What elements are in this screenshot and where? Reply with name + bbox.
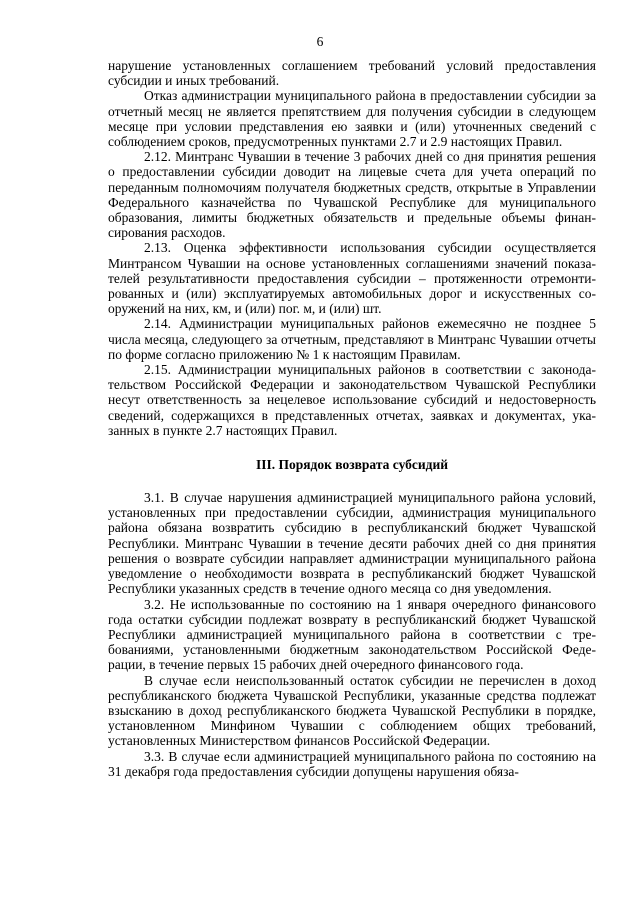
- paragraph-3-2: 3.2. Не использованные по состоянию на 1 января очередного финансового года остатки субсидии подлежат возврату в республиканский бюджет Чувашской Республики администрацией муниципального района в соответствии с требованиями, установленными бюджетным законодательством Российской Федерации, в течение первых 15 рабочих дней очередного финансового года.: [108, 596, 596, 673]
- paragraph-3-3: 3.3. В случае если администрацией муниципального района по состоянию на 31 декабря года предоставления субсидии допущены нарушения обяза-: [108, 748, 596, 779]
- paragraph-3-1: 3.1. В случае нарушения администрацией муниципального района условий, установленных при предоставлении субсидии, администрация муниципального района обязана возвратить субсидию в республиканский бюджет Чувашской Республики. Минтранс Чувашии в течение десяти рабочих дней со дня принятия решения о возврате субсидии направляет администрации муниципального района уведомление о необходимости возврата в республиканский бюджет Чувашской Республики указанных средств в течение одного месяца со дня уведомления.: [108, 490, 596, 597]
- paragraph-2-12: 2.12. Минтранс Чувашии в течение 3 рабочих дней со дня принятия решения о предоставлении субсидии доводит на лицевые счета для учета операций по переданным полномочиям получателя бюджетных средств, открытые в Управлении Федерального казначейства по Чувашской Республике для муниципального образования, лимиты бюджетных обязательств и предельные объемы финансирования расходов.: [108, 149, 596, 241]
- section-heading: III. Порядок возврата субсидий: [255, 457, 449, 473]
- paragraph-refusal: Отказ администрации муниципального района в предоставлении субсидии за отчетный месяц не является препятствием для получения субсидии в следующем месяце при условии представления ею заявки и (или) уточненных сведений с соблюдением сроков, предусмотренных пунктами 2.7 и 2.9 настоящих Правил.: [108, 88, 596, 150]
- page-number: 6: [316, 34, 324, 49]
- document-body: [108, 58, 596, 779]
- paragraph-continuation: нарушение установленных соглашением требований условий предоставления субсидии и иных требований.: [108, 58, 596, 89]
- paragraph-2-13: 2.13. Оценка эффективности использования субсидии осуществляется Минтрансом Чувашии на основе установленных соглашениями значений показателей результативности предоставления субсидии – протяженности отремонтированных и (или) эксплуатируемых автомобильных дорог и искусственных сооружений на них, км, и (или) пог. м, и (или) шт.: [108, 240, 596, 317]
- paragraph-unused-balance: В случае если неиспользованный остаток субсидии не перечислен в доход республиканского бюджета Чувашской Республики, указанные средства подлежат взысканию в доход республиканского бюджета Чувашской Республики в порядке, установленном Минфином Чувашии с соблюдением общих требований, установленных Министерством финансов Российской Федерации.: [108, 672, 596, 749]
- paragraph-2-15: 2.15. Администрации муниципальных районов в соответствии с законодательством Российской Федерации и законодательством Чувашской Республики несут ответственность за нецелевое использование субсидий и недостоверность сведений, содержащихся в представленных отчетах, заявках и документах, указанных в пункте 2.7 настоящих Правил.: [108, 362, 596, 438]
- paragraph-2-14: 2.14. Администрации муниципальных районов ежемесячно не позднее 5 числа месяца, следующего за отчетным, представляют в Минтранс Чувашии отчеты по форме согласно приложению № 1 к настоящим Правилам.: [108, 316, 596, 362]
